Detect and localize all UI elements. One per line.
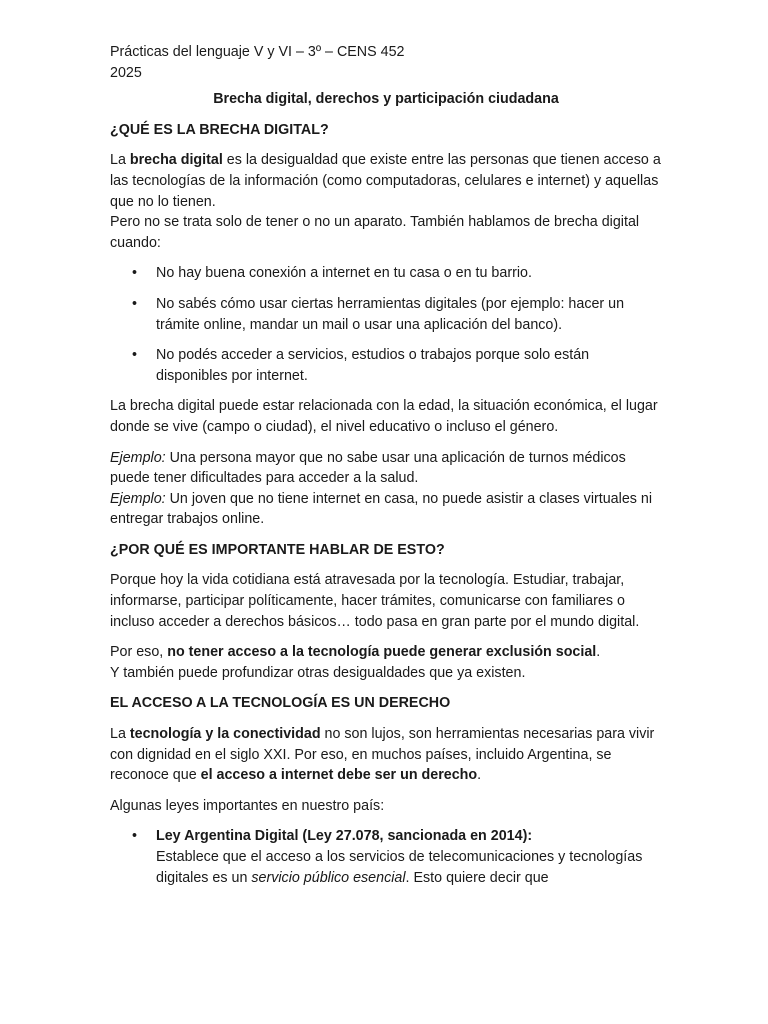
paragraph-example-2 <box>110 489 662 530</box>
text-span: . Esto quiere decir que <box>405 869 549 886</box>
list-item <box>110 345 662 386</box>
list-item <box>110 263 662 284</box>
paragraph-desigualdades: Y también puede profundizar otras desigualdades que ya existen. <box>110 664 526 681</box>
paragraph-exclusion <box>110 642 662 663</box>
example-label: Ejemplo: <box>110 490 166 507</box>
bold-term: no tener acceso a la tecnología puede generar exclusión social <box>167 644 597 661</box>
paragraph-intro-list: Pero no se trata solo de tener o no un aparato. También hablamos de brecha digital cuando: <box>110 214 640 251</box>
text-span: La <box>110 152 130 169</box>
text-span: no son lujos, son herramientas necesarias para vivir con dignidad en el siglo XXI. Por eso, en muchos países, incluido Argentina, se reconoce que <box>110 726 655 784</box>
list-item-text: No hay buena conexión a internet en tu casa o en tu barrio. <box>156 265 532 282</box>
law-title: Ley Argentina Digital (Ley 27.078, sancionada en 2014): <box>156 828 533 845</box>
text-span: . <box>477 767 482 784</box>
list-item <box>110 294 662 335</box>
text-span: Establece que el acceso a los servicios de telecomunicaciones y tecnologías digitales es un <box>156 849 643 886</box>
bullet-icon: • <box>132 828 138 845</box>
paragraph-definition <box>110 150 662 212</box>
list-item-text: No podés acceder a servicios, estudios o trabajos porque solo están disponibles por internet. <box>156 347 590 384</box>
section-heading-importancia: ¿POR QUÉ ES IMPORTANTE HABLAR DE ESTO? <box>110 541 445 558</box>
text-span: es la desigualdad que existe entre las personas que tienen acceso a las tecnologías de la información (como computadoras, celulares e internet) y aquellas que no lo tienen. <box>110 152 661 210</box>
list-item <box>110 826 662 888</box>
text-span: Una persona mayor que no sabe usar una aplicación de turnos médicos puede tener dificultades para acceder a la salud. <box>110 449 626 487</box>
brecha-bullet-list <box>110 263 662 386</box>
paragraph-cotidiana: Porque hoy la vida cotidiana está atravesada por la tecnología. Estudiar, trabajar, informarse, participar políticamente, hacer trámites, comunicarse con familiares o incluso acceder a derechos básicos… todo pasa en gran parte por el mundo digital. <box>110 572 640 630</box>
bold-term: brecha digital <box>129 152 223 169</box>
paragraph-conectividad <box>110 724 662 786</box>
example-label: Ejemplo: <box>110 449 166 466</box>
text-span: Por eso, <box>110 644 168 661</box>
italic-term: servicio público esencial <box>251 869 406 886</box>
document-header <box>110 42 662 83</box>
section-heading-derecho: EL ACCESO A LA TECNOLOGÍA ES UN DERECHO <box>110 695 451 712</box>
bullet-icon: • <box>132 265 138 282</box>
paragraph-leyes-intro: Algunas leyes importantes en nuestro país: <box>110 797 385 814</box>
text-span: . <box>596 644 601 661</box>
list-item-text: No sabés cómo usar ciertas herramientas digitales (por ejemplo: hacer un trámite online, mandar un mail o usar una aplicación del banco). <box>156 295 625 333</box>
text-span: Un joven que no tiene internet en casa, no puede asistir a clases virtuales ni entregar trabajos online. <box>110 490 653 528</box>
document-content <box>110 42 662 888</box>
year-line: 2025 <box>110 64 142 81</box>
section-heading-brecha: ¿QUÉ ES LA BRECHA DIGITAL? <box>110 121 329 138</box>
course-line: Prácticas del lenguaje V y VI – 3º – CENS 452 <box>110 44 405 60</box>
paragraph-example-1 <box>110 448 662 489</box>
laws-bullet-list <box>110 826 662 888</box>
bold-term: el acceso a internet debe ser un derecho <box>200 767 478 784</box>
bold-term: tecnología y la conectividad <box>129 726 321 743</box>
text-span: La <box>110 726 130 743</box>
document-title: Brecha digital, derechos y participación ciudadana <box>213 91 559 108</box>
paragraph-factors: La brecha digital puede estar relacionada con la edad, la situación económica, el lugar donde se vive (campo o ciudad), el nivel educativo o incluso el género. <box>110 398 658 435</box>
bullet-icon: • <box>132 295 138 312</box>
bullet-icon: • <box>132 347 138 364</box>
